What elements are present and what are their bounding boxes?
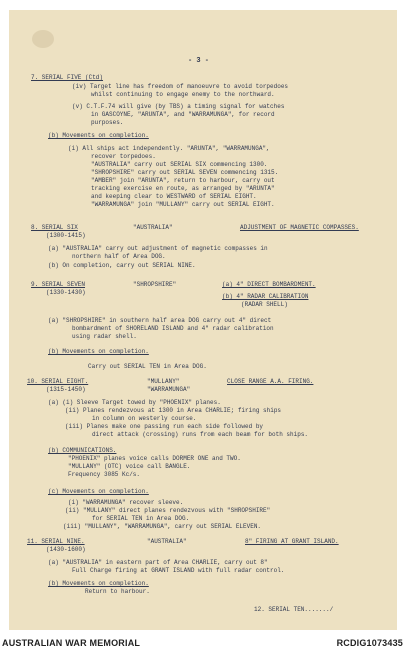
section-11-title: 8" FIRING AT GRANT ISLAND. bbox=[245, 538, 339, 545]
line: (a) "AUSTRALIA" in eastern part of Area CHARLIE, carry out 8" bbox=[48, 559, 268, 566]
line: (b) On completion, carry out SERIAL NINE. bbox=[48, 262, 196, 269]
line: for SERIAL TEN in Area DOG. bbox=[92, 515, 190, 522]
line: bombardment of SHORELAND ISLAND and 4" radar calibration bbox=[72, 325, 274, 332]
subheading: (b) Movements on completion. bbox=[48, 348, 149, 355]
line: (iii) "MULLANY", "WARRAMUNGA", carry out SERIAL ELEVEN. bbox=[63, 523, 262, 530]
page-number: - 3 - bbox=[188, 57, 210, 65]
subheading: (b) COMMUNICATIONS. bbox=[48, 447, 117, 454]
footer-source: AUSTRALIAN WAR MEMORIAL bbox=[2, 638, 141, 648]
subheading: (c) Movements on completion. bbox=[48, 488, 149, 495]
time-range: (1315-1450) bbox=[46, 386, 86, 393]
line: tracking exercise en route, as arranged by "ARUNTA" bbox=[91, 185, 275, 192]
section-10-title: CLOSE RANGE A.A. FIRING. bbox=[227, 378, 314, 385]
section-9-title-a: (a) 4" DIRECT BOMBARDMENT. bbox=[222, 281, 316, 288]
section-10-heading: 10. SERIAL EIGHT. bbox=[27, 378, 89, 385]
line: (ii) "MULLANY" direct planes rendezvous with "SHROPSHIRE" bbox=[65, 507, 271, 514]
line: whilst continuing to engage enemy to the northward. bbox=[91, 91, 275, 98]
time-range: (1300-1415) bbox=[46, 232, 86, 239]
line: "AMBER" join "ARUNTA", return to harbour, carry out bbox=[91, 177, 275, 184]
time-range: (1430-1600) bbox=[46, 546, 86, 553]
line: (i) "WARRAMUNGA" recover sleeve. bbox=[68, 499, 184, 506]
ship-name: "WARRAMUNGA" bbox=[147, 386, 191, 393]
line: Frequency 3085 Kc/s. bbox=[68, 471, 141, 478]
line: "MULLANY" (OTC) voice call BANGLE. bbox=[68, 463, 191, 470]
line: (a) "SHROPSHIRE" in southern half area DOG carry out 4" direct bbox=[48, 317, 272, 324]
continuation-note: 12. SERIAL TEN......./ bbox=[254, 606, 334, 613]
line: "WARRAMUNGA" join "MULLANY" carry out SERIAL EIGHT. bbox=[91, 201, 275, 208]
line: Full Charge firing at GRANT ISLAND with full radar control. bbox=[72, 567, 285, 574]
line: Carry out SERIAL TEN in Area DOG. bbox=[88, 363, 207, 370]
line: using radar shell. bbox=[72, 333, 137, 340]
line: "PHOENIX" planes voice calls DORMER ONE and TWO. bbox=[68, 455, 241, 462]
subheading: (b) Movements on completion. bbox=[48, 580, 149, 587]
line: "SHROPSHIRE" carry out SERIAL SEVEN commencing 1315. bbox=[91, 169, 279, 176]
time-range: (1330-1430) bbox=[46, 289, 86, 296]
line: northern half of Area DOG. bbox=[72, 253, 166, 260]
footer-record-id: RCDIG1073435 bbox=[336, 638, 403, 648]
line: recover torpedoes. bbox=[91, 153, 156, 160]
line: (v) C.T.F.74 will give (by TBS) a timing signal for watches bbox=[72, 103, 285, 110]
line: (iv) Target line has freedom of manoeuvre to avoid torpedoes bbox=[72, 83, 289, 90]
line: (a) "AUSTRALIA" carry out adjustment of magnetic compasses in bbox=[48, 245, 268, 252]
line: in column on westerly course. bbox=[92, 415, 197, 422]
section-9-heading: 9. SERIAL SEVEN bbox=[31, 281, 86, 288]
line: (iii) Planes make one passing run each side followed by bbox=[65, 423, 264, 430]
line: (ii) Planes rendezvous at 1300 in Area CHARLIE; firing ships bbox=[65, 407, 282, 414]
ship-name: "AUSTRALIA" bbox=[147, 538, 187, 545]
section-8-title: ADJUSTMENT OF MAGNETIC COMPASSES. bbox=[240, 224, 359, 231]
line: (a) (i) Sleeve Target towed by "PHOENIX" planes. bbox=[48, 399, 221, 406]
ship-name: "AUSTRALIA" bbox=[133, 224, 173, 231]
section-8-heading: 8. SERIAL SIX bbox=[31, 224, 78, 231]
line: purposes. bbox=[91, 119, 124, 126]
line: (i) All ships act independently. "ARUNTA", "WARRAMUNGA", bbox=[68, 145, 270, 152]
section-9-title-b: (b) 4" RADAR CALIBRATION bbox=[222, 293, 309, 300]
section-11-heading: 11. SERIAL NINE. bbox=[27, 538, 85, 545]
section-7-heading: 7. SERIAL FIVE (Ctd) bbox=[31, 74, 104, 81]
ship-name: "SHROPSHIRE" bbox=[133, 281, 177, 288]
section-9-title-b-note: (RADAR SHELL) bbox=[241, 301, 288, 308]
line: in GASCOYNE, "ARUNTA", and "WARRAMUNGA", for record bbox=[91, 111, 275, 118]
line: and keeping clear to WESTWARD of SERIAL EIGHT. bbox=[91, 193, 257, 200]
paper-stain bbox=[32, 30, 54, 48]
subheading: (b) Movements on completion. bbox=[48, 132, 149, 139]
footer-bar bbox=[0, 632, 406, 653]
line: direct attack (crossing) runs from each beam for both ships. bbox=[92, 431, 309, 438]
line: "AUSTRALIA" carry out SERIAL SIX commencing 1300. bbox=[91, 161, 268, 168]
line: Return to harbour. bbox=[85, 588, 150, 595]
ship-name: "MULLANY" bbox=[147, 378, 180, 385]
